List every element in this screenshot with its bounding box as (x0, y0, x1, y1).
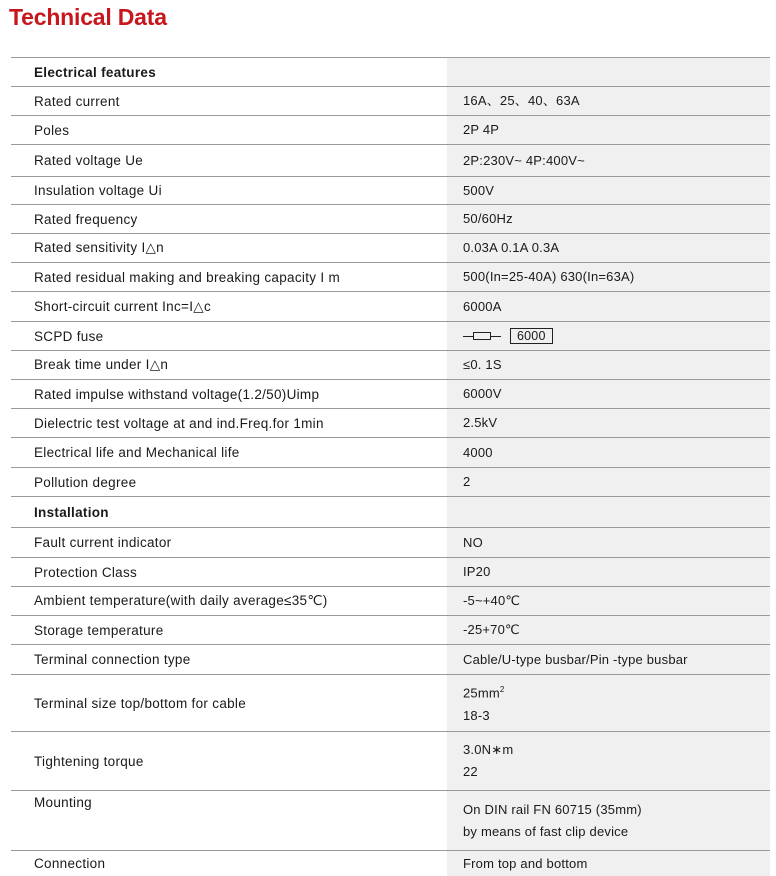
row-label: Break time under I△n (34, 357, 169, 372)
row-label: Protection Class (34, 564, 138, 580)
row-value-line (463, 679, 770, 704)
section-header-installation (11, 497, 770, 528)
row-value: 2P 4P (447, 116, 770, 144)
row-label: Rated residual making and breaking capacity I m (34, 269, 341, 285)
row-value: IP20 (447, 558, 770, 586)
row-label: Rated frequency (34, 211, 138, 227)
row-value: 500(In=25-40A) 630(In=63A) (447, 263, 770, 291)
row-label: Rated voltage Ue (34, 153, 144, 168)
page-title: Technical Data (9, 4, 167, 30)
table-row (11, 263, 770, 292)
row-value: 6000A (447, 292, 770, 321)
table-row (11, 675, 770, 732)
row-value: 2P:230V~ 4P:400V~ (447, 145, 770, 176)
table-row (11, 322, 770, 351)
row-label: Poles (34, 122, 70, 138)
row-value-line: 22 (463, 764, 478, 779)
row-label: Fault current indicator (34, 535, 172, 550)
row-label: Insulation voltage Ui (34, 183, 162, 198)
table-row (11, 234, 770, 263)
row-value: From top and bottom (447, 851, 770, 876)
row-value-line: by means of fast clip device (463, 823, 629, 839)
row-label: Terminal connection type (34, 652, 191, 667)
row-label: Rated sensitivity I△n (34, 240, 164, 255)
row-value: Cable/U-type busbar/Pin -type busbar (447, 645, 770, 674)
row-value-line: 3.0N∗m (463, 742, 514, 757)
fuse-symbol-group (463, 328, 770, 344)
row-value: 0.03A 0.1A 0.3A (447, 234, 770, 262)
row-value: 500V (447, 177, 770, 204)
section-header-electrical (11, 58, 770, 87)
row-value: 50/60Hz (447, 205, 770, 233)
row-label: Dielectric test voltage at and ind.Freq.for 1min (34, 415, 324, 431)
row-label: SCPD fuse (34, 328, 104, 344)
table-row (11, 351, 770, 380)
table-row (11, 732, 770, 791)
row-value-line: On DIN rail FN 60715 (35mm) (463, 801, 642, 817)
section-label: Electrical features (34, 64, 157, 80)
row-label: Tightening torque (34, 753, 144, 769)
row-label: Connection (34, 856, 106, 871)
row-value-line: 18-3 (463, 707, 490, 723)
technical-data-table (11, 57, 770, 876)
row-label: Short-circuit current Inc=I△c (34, 298, 212, 314)
cable-size-unit-exponent: 2 (499, 685, 505, 695)
row-value: NO (447, 528, 770, 557)
row-label: Rated current (34, 93, 120, 109)
table-row (11, 87, 770, 116)
table-row (11, 116, 770, 145)
fuse-lead-icon (491, 336, 501, 337)
row-label: Rated impulse withstand voltage(1.2/50)Uimp (34, 386, 320, 402)
table-row (11, 587, 770, 616)
cable-size-value: 25mm (463, 685, 500, 701)
table-row (11, 145, 770, 177)
row-label: Terminal size top/bottom for cable (34, 695, 247, 711)
table-row (11, 558, 770, 587)
row-value: 4000 (447, 438, 770, 467)
row-label: Pollution degree (34, 474, 137, 490)
row-value-cell (447, 675, 770, 731)
section-value-cell (447, 497, 770, 527)
row-value-cell (447, 791, 770, 850)
row-value: 6000V (447, 380, 770, 408)
row-value: -5~+40℃ (447, 587, 770, 615)
table-row (11, 528, 770, 558)
table-row (11, 438, 770, 468)
table-row (11, 292, 770, 322)
section-value-cell (447, 58, 770, 86)
row-label: Storage temperature (34, 622, 164, 638)
table-row (11, 851, 770, 876)
row-value: 2.5kV (447, 409, 770, 437)
row-value: 16A、25、40、63A (447, 87, 770, 115)
table-row (11, 205, 770, 234)
fuse-icon (473, 332, 491, 340)
row-value-cell (447, 322, 770, 350)
table-row (11, 791, 770, 851)
row-value-cell (447, 732, 770, 790)
table-row (11, 616, 770, 645)
row-label: Mounting (34, 795, 92, 810)
row-label: Electrical life and Mechanical life (34, 445, 240, 460)
table-row (11, 645, 770, 675)
table-row (11, 409, 770, 438)
section-label: Installation (34, 504, 109, 520)
table-row (11, 380, 770, 409)
fuse-rating: 6000 (510, 328, 553, 344)
table-row (11, 177, 770, 205)
table-row (11, 468, 770, 497)
fuse-lead-icon (463, 336, 473, 337)
row-value: -25+70℃ (447, 616, 770, 644)
row-value: ≤0. 1S (447, 351, 770, 379)
row-label: Ambient temperature(with daily average≤35℃) (34, 593, 328, 608)
row-value: 2 (447, 468, 770, 496)
